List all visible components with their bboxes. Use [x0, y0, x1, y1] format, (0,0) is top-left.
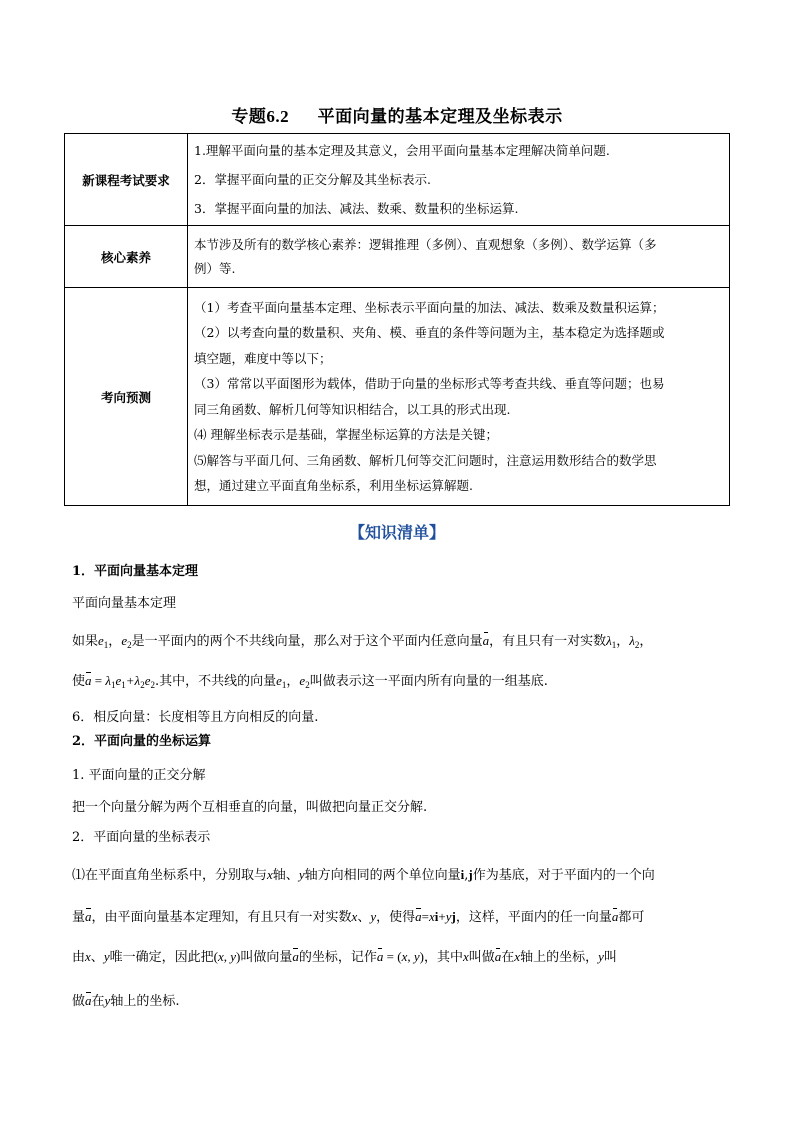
row-line: 3．掌握平面向量的加法、减法、数乘、数量积的坐标运算.	[194, 200, 519, 216]
text-span: 在	[91, 994, 105, 1009]
row-label: 新课程考试要求	[65, 134, 188, 226]
section1-heading: 1．平面向量基本定理	[72, 564, 199, 579]
row-line: 本节涉及所有的数学核心素养：逻辑推理（多例）、直观想象（多例）、数学运算（多	[194, 236, 657, 252]
text-span: 轴上的坐标，	[520, 950, 599, 965]
row-content	[188, 134, 730, 226]
title-number: 专题6.2	[231, 107, 290, 126]
row-line: （3）常常以平面图形为载体，借助于向量的坐标形式等考查共线、垂直等问题；也易	[194, 376, 665, 391]
text-span: ⑴在平面直角坐标系中，分别取与	[72, 868, 268, 883]
text-span: ，这样，平面内的任一向量	[455, 910, 612, 925]
text-span: 轴上的坐标.	[110, 994, 180, 1009]
item1-title: 1. 平面向量的正交分解	[72, 768, 206, 783]
text-span: 使	[72, 674, 86, 689]
text-span: 叫	[603, 950, 617, 965]
opposite-vector-note: 6．相反向量：长度相等且方向相反的向量.	[72, 710, 319, 725]
text-span: ，有且只有一对实数	[489, 634, 607, 649]
row-label: 核心素养	[65, 226, 188, 288]
text-span: 唯一确定，因此把	[109, 950, 214, 965]
table-row	[65, 288, 730, 506]
title-text: 平面向量的基本定理及坐标表示	[317, 107, 563, 127]
row-line: 例）等.	[194, 260, 236, 276]
row-content	[188, 226, 730, 288]
table-row	[65, 134, 730, 226]
text-span: 由	[72, 950, 86, 965]
text-span: ，使得	[376, 910, 416, 925]
text-span: 如果	[72, 634, 99, 649]
text-span: 叫做向量	[240, 950, 293, 965]
requirements-table	[64, 133, 730, 506]
page-title	[0, 102, 794, 127]
row-line: 想，通过建立平面直角坐标系，利用坐标运算解题.	[194, 478, 473, 493]
coord-line-1: ⑴在平面直角坐标系中，分别取与x轴、y轴方向相同的两个单位向量i,j作为基底，对于平面内的一个向	[72, 867, 655, 883]
text-span: 做	[72, 994, 86, 1009]
text-span: 量	[72, 910, 86, 925]
row-line: 2．掌握平面向量的正交分解及其坐标表示.	[194, 171, 431, 187]
coord-line-2: 量a，由平面向量基本定理知，有且只有一对实数x、y，使得a=xi+yj，这样，平面内的任一向量a都可	[72, 909, 645, 925]
knowledge-heading: 【知识清单】	[348, 523, 445, 542]
row-line: （1）考查平面向量基本定理、坐标表示平面向量的加法、减法、数乘及数量积运算；	[194, 299, 665, 315]
row-label: 考向预测	[65, 288, 188, 506]
coord-line-3: 由x、y唯一确定，因此把(x, y)叫做向量a的坐标，记作a = (x, y)，其中x叫做a在x轴上的坐标，y叫	[72, 949, 617, 965]
text-span: 轴方向相同的两个单位向量	[304, 868, 461, 883]
section1-subheading: 平面向量基本定理	[72, 596, 177, 611]
text-span: 都可	[618, 910, 645, 925]
item2-title: 2．平面向量的坐标表示	[72, 830, 211, 845]
row-line: ⑸解答与平面几何、三角函数、解析几何等交汇问题时，注意运用数形结合的数学思	[194, 452, 657, 468]
section2-heading: 2．平面向量的坐标运算	[72, 734, 212, 749]
text-span: 是一平面内的两个不共线向量，那么对于这个平面内任意向量	[131, 634, 483, 649]
row-line: ⑷ 理解坐标表示是基础，掌握坐标运算的方法是关键；	[194, 427, 498, 442]
row-line: （2）以考查向量的数量积、夹角、模、垂直的条件等问题为主，基本稳定为选择题或	[194, 325, 665, 340]
text-span: 叫做表示这一平面内所有向量的一组基底.	[309, 674, 548, 689]
text-span: .其中，不共线的向量	[154, 674, 277, 689]
row-line: 填空题，难度中等以下；	[194, 350, 332, 366]
row-line: 1.理解平面向量的基本定理及其意义，会用平面向量基本定理解决简单问题.	[194, 142, 610, 158]
text-span: ，其中	[423, 950, 463, 965]
text-span: 作为基底，对于平面内的一个向	[472, 868, 655, 883]
row-content	[188, 288, 730, 506]
table-row	[65, 226, 730, 288]
theorem-line-2: 使$a = \lambda_1e_1+\lambda_2e_2$.其中，不共线的向量$e_1$，$e_2$叫做表示这一平面内所有向量的一组基底.	[72, 673, 548, 690]
item1-text: 把一个向量分解为两个互相垂直的向量，叫做把向量正交分解.	[72, 800, 428, 815]
theorem-line-1: 如果$e_1$，$e_2$是一平面内的两个不共线向量，那么对于这个平面内任意向量a，有且只有一对实数$\lambda_1$，$\lambda_2$，	[72, 633, 653, 650]
text-span: 轴、	[272, 868, 299, 883]
row-line: 同三角函数、解析几何等知识相结合，以工具的形式出现.	[194, 401, 511, 417]
coord-line-4: 做a在y轴上的坐标.	[72, 993, 180, 1009]
text-span: 的坐标，记作	[298, 950, 377, 965]
text-span: 在	[501, 950, 515, 965]
text-span: ，由平面向量基本定理知，有且只有一对实数	[91, 910, 352, 925]
text-span: 叫做	[468, 950, 495, 965]
